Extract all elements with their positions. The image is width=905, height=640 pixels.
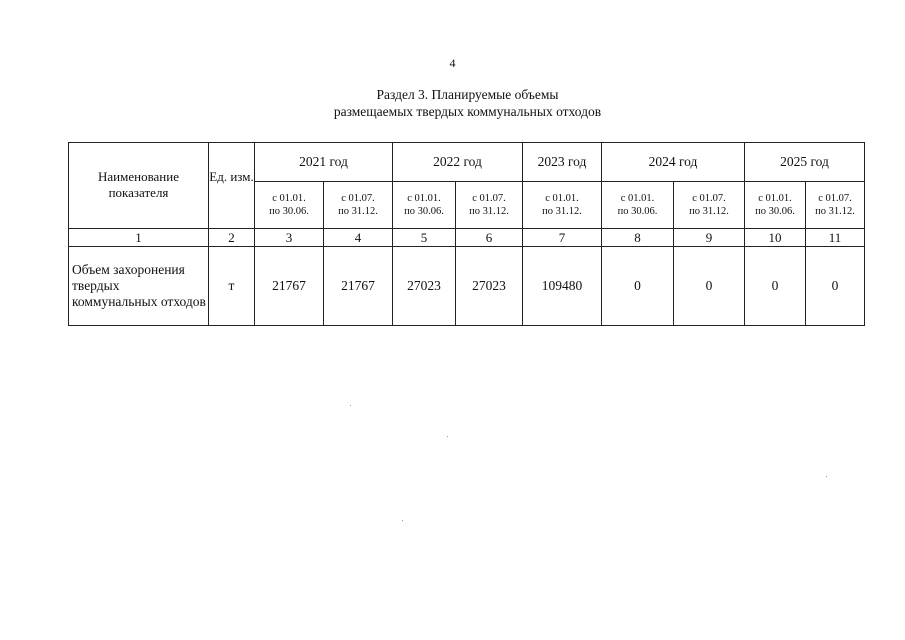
row-value: 0 [806,247,865,326]
row-value: 27023 [393,247,456,326]
period-cell [255,182,324,229]
header-unit: Ед. изм. [209,143,255,229]
section-title-line-2: размещаемых твердых коммунальных отходов [333,104,602,119]
period-cell [674,182,745,229]
column-number: 7 [523,229,602,247]
period-cell [806,182,865,229]
section-title-line-1: Раздел 3. Планируемые объемы [376,87,559,102]
scan-speck [826,476,827,477]
section-title [0,86,905,120]
period-from: с 01.01. [272,193,306,204]
column-number: 9 [674,229,745,247]
period-cell [393,182,456,229]
row-value: 0 [745,247,806,326]
column-number: 5 [393,229,456,247]
period-to: по 31.12. [469,206,509,217]
header-year-2025: 2025 год [745,143,865,182]
row-value: 0 [674,247,745,326]
period-from: с 01.01. [545,193,579,204]
scan-speck [447,436,448,437]
row-indicator-name: Объем захоронения твердых коммунальных отходов [69,247,209,326]
period-from: с 01.07. [818,193,852,204]
row-value: 0 [602,247,674,326]
period-from: с 01.01. [758,193,792,204]
column-number: 10 [745,229,806,247]
period-from: с 01.07. [692,193,726,204]
row-value: 21767 [255,247,324,326]
period-from: с 01.07. [341,193,375,204]
period-to: по 30.06. [404,206,444,217]
column-number: 6 [456,229,523,247]
header-year-2024: 2024 год [602,143,745,182]
period-to: по 31.12. [815,206,855,217]
period-to: по 30.06. [755,206,795,217]
header-year-2021: 2021 год [255,143,393,182]
row-value: 109480 [523,247,602,326]
column-number: 1 [69,229,209,247]
period-to: по 30.06. [269,206,309,217]
period-to: по 30.06. [617,206,658,217]
period-cell [602,182,674,229]
header-year-2022: 2022 год [393,143,523,182]
header-year-2023: 2023 год [523,143,602,182]
period-from: с 01.07. [472,193,506,204]
row-unit: т [209,247,255,326]
header-row-column-numbers [69,229,865,247]
column-number: 8 [602,229,674,247]
period-cell [745,182,806,229]
period-cell [523,182,602,229]
column-number: 2 [209,229,255,247]
period-cell [456,182,523,229]
scan-speck [350,405,351,406]
column-number: 11 [806,229,865,247]
period-from: с 01.01. [620,193,655,204]
row-value: 27023 [456,247,523,326]
header-row-years [69,143,865,182]
column-number: 4 [324,229,393,247]
row-value: 21767 [324,247,393,326]
period-to: по 31.12. [542,206,582,217]
period-to: по 31.12. [338,206,378,217]
period-cell [324,182,393,229]
period-to: по 31.12. [689,206,729,217]
table-row [69,247,865,326]
scan-speck [402,520,403,521]
period-from: с 01.01. [407,193,441,204]
page-number: 4 [449,56,456,70]
header-indicator-name: Наименование показателя [69,143,209,229]
waste-volume-table [68,142,865,326]
column-number: 3 [255,229,324,247]
